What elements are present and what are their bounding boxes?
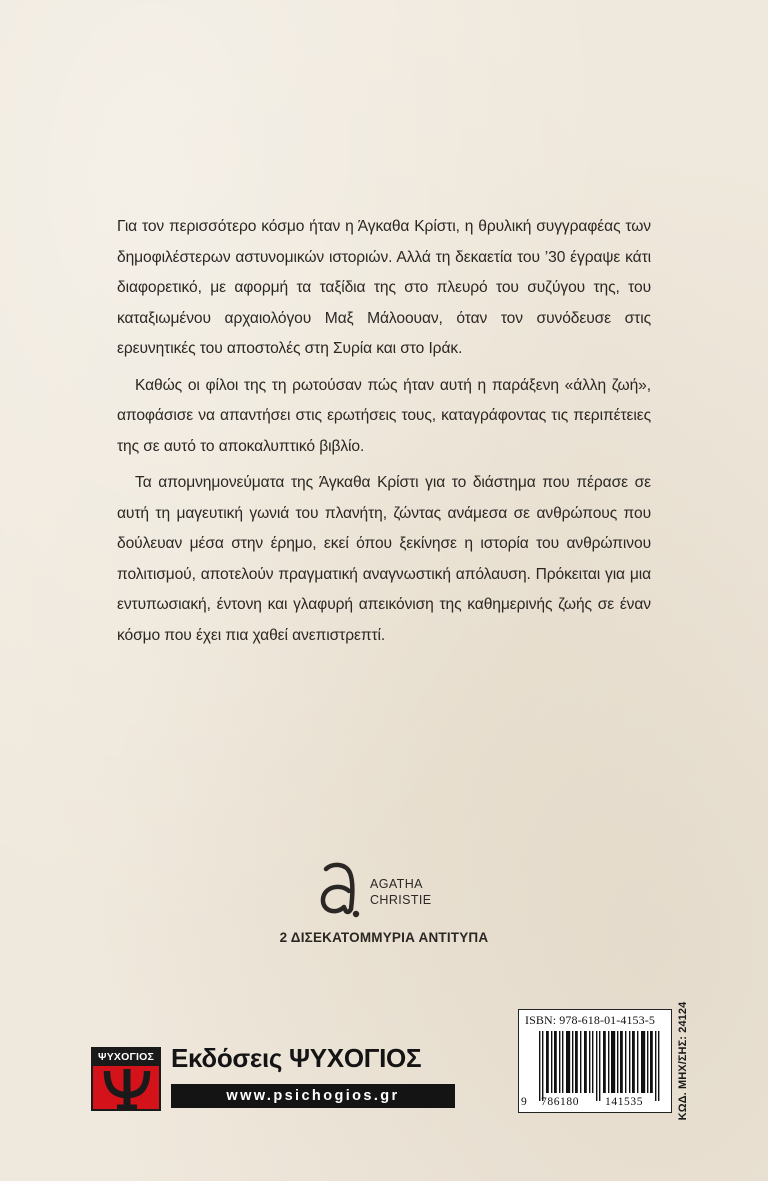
- product-code: ΚΩΔ. ΜΗΧ/ΣΗΣ: 24124: [677, 1001, 689, 1121]
- barcode-digits-right: 141535: [605, 1096, 644, 1108]
- logo-line-christie: CHRISTIE: [370, 893, 432, 907]
- copies-sold-line: 2 ΔΙΣΕΚΑΤΟΜΜΥΡΙΑ ΑΝΤΙΤΥΠΑ: [279, 930, 489, 945]
- blurb-paragraph-2: Καθώς οι φίλοι της τη ρωτούσαν πώς ήταν αυτή η παράξενη «άλλη ζωή», αποφάσισε να απαντήσει στις ερωτήσεις τους, καταγράφοντας τις περιπέτειες της σε αυτό το αποκαλυπτικό βιβλίο.: [117, 376, 651, 455]
- isbn-label: ISBN: 978-618-01-4153-5: [525, 1013, 655, 1027]
- barcode-digit-first: 9: [521, 1096, 527, 1108]
- publisher-badge-text: ΨΥΧΟΓΙΟΣ: [93, 1049, 159, 1066]
- barcode-bars: [531, 1031, 667, 1101]
- logo-line-agatha: AGATHA: [370, 877, 423, 891]
- publisher-badge: [91, 1047, 161, 1111]
- agatha-christie-logo: [318, 861, 468, 921]
- barcode-digits: [521, 1096, 671, 1110]
- agatha-christie-logo-text: [370, 876, 432, 908]
- publisher-url: www.psichogios.gr: [171, 1084, 455, 1108]
- blurb-paragraph-1: Για τον περισσότερο κόσμο ήταν η Άγκαθα Κρίστι, η θρυλική συγγραφέας των δημοφιλέστερων αστυνομικών ιστοριών. Αλλά τη δεκαετία του ’30 έγραψε κάτι διαφορετικό, με αφορμή τα ταξίδια της στο πλευρό του συζύγου της, του καταξιωμένου αρχαιολόγου Μαξ Μάλοουαν, όταν τον συνόδευσε στις ερευνητικές του αποστολές στη Συρία και στο Ιράκ.: [117, 218, 651, 357]
- publisher-name: Εκδόσεις ΨΥΧΟΓΙΟΣ: [171, 1043, 422, 1073]
- blurb-paragraph-3: Τα απομνημονεύματα της Άγκαθα Κρίστι για το διάστημα που πέρασε σε αυτή τη μαγευτική γωνιά του πλανήτη, ζώντας ανάμεσα σε ανθρώπους που δούλευαν μέσα στην έρημο, εκεί όπου ξεκίνησε η ιστορία του ανθρώπινου πολιτισμού, αποτελούν πραγματική αναγνωστική απόλαυση. Πρόκειται για μια εντυπωσιακή, έντονη και γλαφυρή απεικόνιση της καθημερινής ζωής σε έναν κόσμο που έχει πια χαθεί ανεπιστρεπτί.: [117, 474, 651, 644]
- agatha-christie-a-logo-icon: [318, 861, 362, 919]
- barcode-digits-left: 786180: [541, 1096, 580, 1108]
- psi-letter-icon: [103, 1067, 151, 1109]
- isbn-barcode: [518, 1009, 672, 1113]
- publisher-block: [91, 1043, 455, 1111]
- product-code-vertical: [675, 1001, 691, 1121]
- back-cover-blurb: [117, 212, 651, 657]
